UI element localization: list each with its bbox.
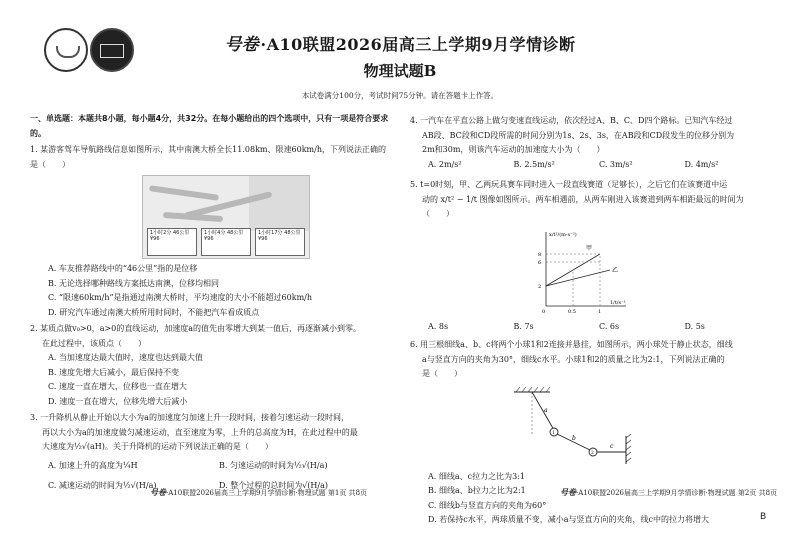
question-5	[410, 178, 770, 334]
footer-brand: 号卷	[560, 487, 576, 497]
question-1-stem: 1. 某游客驾车导航路线信息如图所示，其中南澳大桥全长11.08km、限速60km/h，下列说法正确的是（ ）	[30, 145, 386, 169]
option: A. 8s	[428, 321, 449, 331]
footer-right-text: ·A10联盟2026届高三上学期9月学情诊断·物理试题 第2页 共8页	[576, 489, 778, 497]
option: C. “限速60km/h”是指通过南澳大桥时，平均速度的大小不能超过60km/h	[48, 293, 313, 302]
y-tick-label: 6	[538, 259, 542, 266]
option: A. 车友推荐路线中的“46公里”指的是位移	[48, 264, 198, 273]
label-a: a	[544, 406, 548, 414]
option: A. 细线a、c拉力之比为3:1	[428, 471, 525, 481]
option: A. 加速上升的高度为¼H	[48, 460, 138, 470]
exam-title	[0, 30, 800, 55]
question-3	[30, 411, 390, 494]
brand-mark: 号卷	[224, 35, 259, 55]
question-5-stem: 5. t=0时刻，甲、乙两玩具赛车同时进入一段直线赛道（足够长），之后它们在该赛道中运	[410, 180, 728, 189]
option: D. 4m/s²	[684, 159, 719, 169]
line-yi	[546, 270, 610, 286]
question-2	[30, 322, 390, 409]
option: D. 研究汽车通过南澳大桥所用时间时，不能把汽车看成质点	[48, 307, 260, 317]
question-4-stem-cont2: 2m和30m，则该汽车运动的加速度大小为（ ）	[422, 145, 605, 154]
question-5-stem-cont: 动的 x/t² − 1/t 图像如图所示。两车相遇前，从两车刚进入该赛道到两车相距最远的时间为	[422, 194, 744, 204]
map-road	[163, 212, 223, 222]
map-water	[249, 176, 309, 231]
label-b: b	[572, 434, 576, 442]
x-tick-label: 0	[542, 308, 546, 315]
pendulum-figure	[510, 386, 640, 466]
y-tick-label: 2	[538, 283, 542, 290]
right-column	[410, 112, 770, 528]
option: C. 6s	[599, 321, 620, 331]
option: C. 细线b与竖直方向的夹角为60°	[428, 500, 547, 510]
map-road	[149, 185, 219, 201]
xt-graph-svg	[530, 226, 630, 316]
x-tick-label: 1	[598, 308, 602, 315]
option: D. 若保持c水平，两球质量不变，减小a与竖直方向的夹角，线c中的拉力将增大	[428, 515, 709, 524]
question-6-stem-cont: a与竖直方向的夹角为30°，细线c水平。小球1和2的质量之比为2:1，下列说法正确的	[422, 354, 725, 364]
x-tick-label: 0.5	[568, 308, 576, 315]
question-3-stem: 3. 一升降机从静止开始以大小为a的加速度匀加速上升一段时间，接着匀速运动一段时间，	[30, 413, 349, 422]
label-c: c	[610, 442, 614, 450]
navigation-map-figure	[142, 175, 310, 259]
y-tick-label: 8	[538, 251, 542, 258]
x-axis-label: 1/t/s⁻¹	[610, 299, 626, 306]
option: B. 细线a、b拉力之比为2:1	[428, 486, 526, 495]
question-3-stem-cont: 再以大小为a的加速度做匀减速运动，直至速度为零，上升的总高度为H，在此过程中的最	[42, 427, 358, 437]
exam-subtitle: 物理试题B	[363, 62, 437, 80]
wall-hatch	[626, 434, 631, 462]
series-label-yi: 乙	[612, 266, 619, 274]
route-card-2: 1小时4分 48公里 ¥96	[201, 228, 251, 256]
route-card-3: 1小时17分 48公里 ¥96	[255, 228, 305, 256]
question-5-stem-cont2: （ ）	[422, 209, 454, 218]
title-text: ·A10联盟2026届高三上学期9月学情诊断	[260, 35, 576, 54]
question-4-stem: 4. 一汽车在平直公路上做匀变速直线运动，依次经过A、B、C、D四个路标。已知汽车经过	[410, 116, 733, 125]
options-row	[410, 158, 770, 173]
footer-right	[560, 487, 777, 498]
option: B. 无论选择哪种路线方案抵达南澳，位移均相同	[48, 278, 219, 288]
pendulum-svg	[510, 386, 640, 466]
label-ball-2: 2	[591, 450, 594, 456]
question-4-stem-cont: AB段、BC段和CD段所需的时间分别为1s、2s、3s，在AB段和CD段发生的位移分别为	[422, 130, 735, 140]
question-2-stem: 2. 某质点做v₀>0，a>0的直线运动，加速度a的值先由零增大到某一值后，再逐渐减小到零。	[30, 324, 362, 333]
options-row	[30, 459, 390, 474]
option: C. 减速运动的时间为½√(H/a)	[48, 481, 157, 490]
xt-graph-figure	[530, 226, 630, 316]
option: B. 7s	[513, 321, 534, 331]
question-1	[30, 143, 390, 320]
question-6-stem: 6. 用三根细线a、b、c将两个小球1和2连接并悬挂，如图所示，两小球处于静止状态，细线	[410, 340, 733, 349]
option: D. 整个过程的总时间为√(H/a)	[219, 481, 328, 490]
footer-left-text: ·A10联盟2026届高三上学期9月学情诊断·物理试题 第1页 共8页	[166, 489, 368, 497]
series-label-jia: 甲	[586, 244, 593, 252]
option: D. 5s	[684, 321, 705, 331]
y-axis-label: x/t²/(m·s⁻²)	[549, 231, 577, 238]
question-2-stem-cont: 在此过程中，该质点（ ）	[42, 338, 146, 348]
option: C. 3m/s²	[599, 159, 633, 169]
footer-brand: 号卷	[150, 487, 166, 497]
option: A. 当加速度达最大值时，速度也达到最大值	[48, 353, 203, 362]
option: B. 速度先增大后减小，最后保持不变	[48, 367, 179, 377]
string-a	[532, 392, 554, 430]
footer-left	[150, 487, 367, 498]
question-4	[410, 114, 770, 172]
option: A. 2m/s²	[428, 159, 462, 169]
exam-notice: 本试卷满分100分，考试时间75分钟。请在答题卡上作答。	[301, 91, 499, 100]
option: B. 匀速运动的时间为½√(H/a)	[219, 460, 328, 470]
option: D. 速度一直在增大，位移先增大后减小	[48, 396, 188, 406]
question-3-stem-cont2: 大速度为½√(aH)。关于升降机的运动下列说法正确的是（ ）	[42, 442, 273, 451]
label-ball-1: 1	[552, 430, 555, 436]
ceiling-hatch	[516, 387, 550, 392]
question-6-stem-cont2: 是（ ）	[422, 369, 462, 378]
paper-version-letter: B	[760, 512, 767, 522]
option: C. 速度一直在增大，位移也一直在增大	[48, 382, 187, 391]
options-row	[410, 320, 770, 335]
section-heading: 一、单选题：本题共8小题，每小题4分，共32分。在每小题给出的四个选项中，只有一项是符合要求的。	[30, 114, 389, 138]
option: B. 2.5m/s²	[513, 159, 555, 169]
left-column	[30, 112, 390, 494]
question-6	[410, 338, 770, 528]
route-card-1: 1小时2分 46公里 ¥96	[147, 228, 197, 256]
